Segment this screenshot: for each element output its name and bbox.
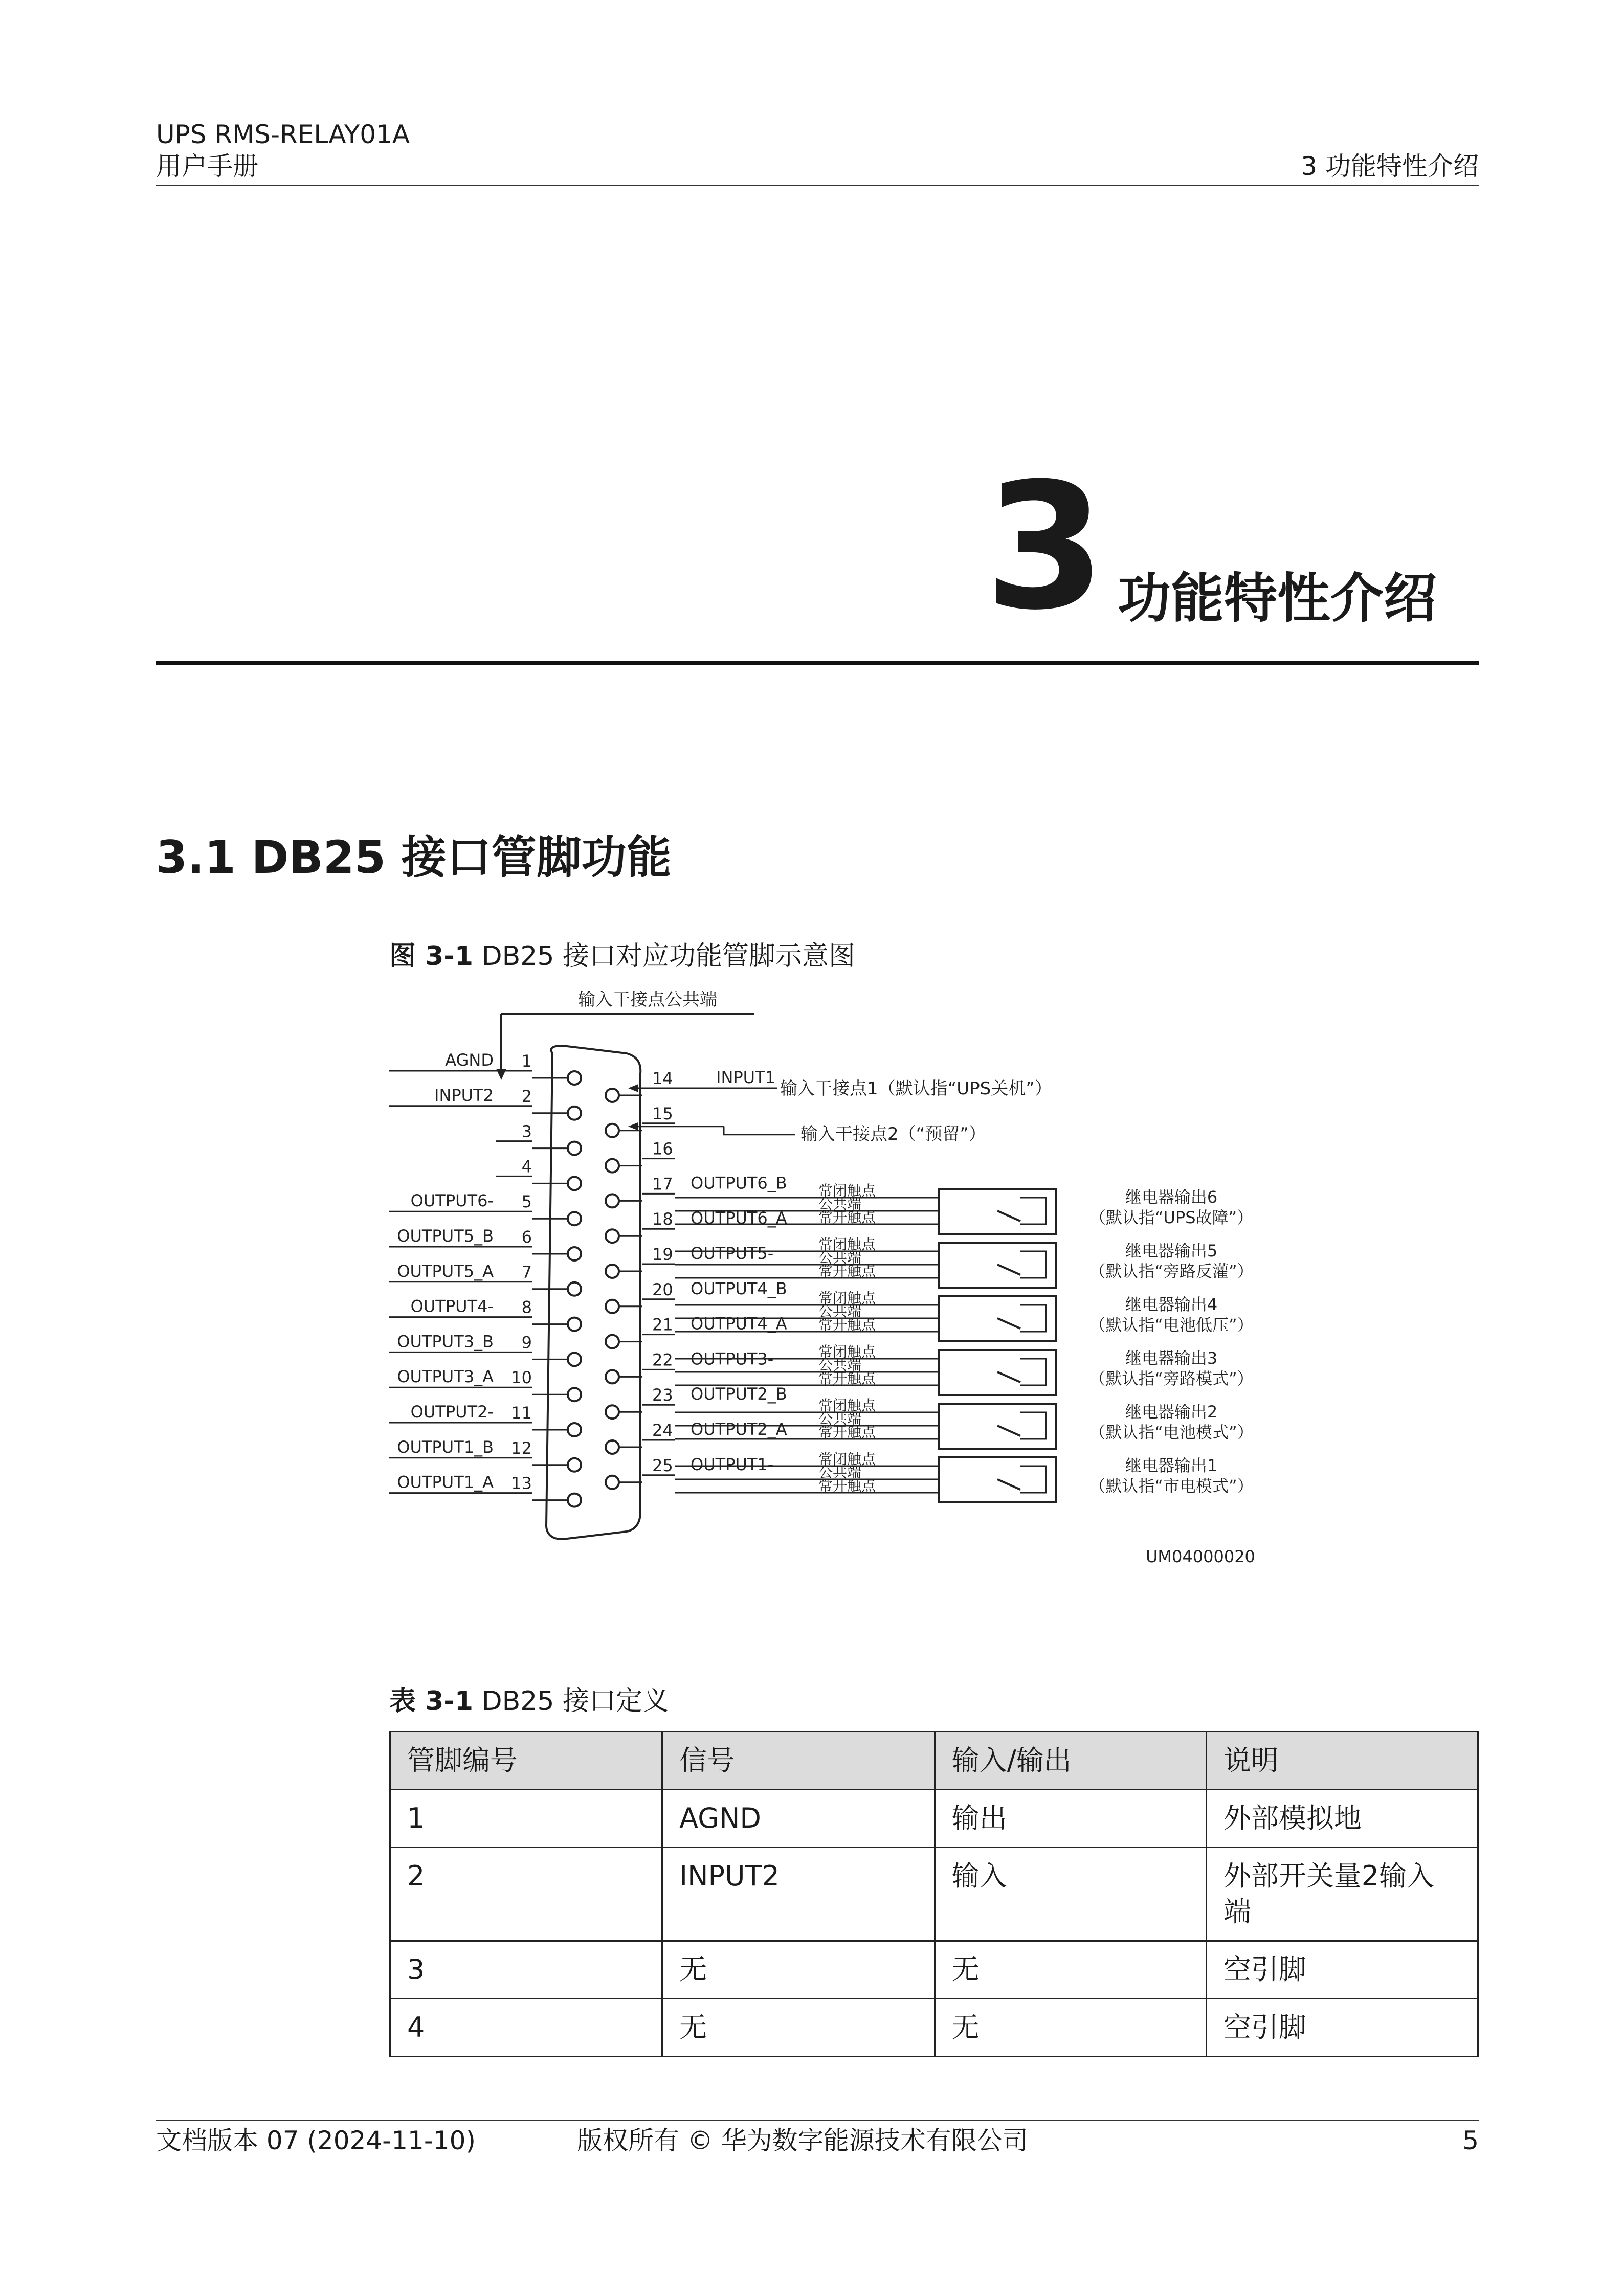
pin-circle (568, 1494, 581, 1507)
table-row (390, 1999, 1478, 2057)
contact-label: 常闭触点 (818, 1236, 876, 1253)
header-cell: 管脚编号 (390, 1732, 662, 1790)
contact-label: 常开触点 (818, 1370, 876, 1387)
relay-switch (997, 1479, 1020, 1490)
pin-label: OUTPUT1_A (397, 1472, 494, 1492)
contact-label: 公共端 (818, 1410, 862, 1427)
table-cell: 输入 (935, 1848, 1206, 1941)
pin-circle (606, 1405, 619, 1419)
contact-label: 常闭触点 (818, 1182, 876, 1199)
table-row (390, 1790, 1478, 1848)
contact-label: 常开触点 (818, 1209, 876, 1226)
pin-number: 23 (652, 1385, 673, 1405)
relay-switch (997, 1426, 1020, 1436)
contact-label: 常开触点 (818, 1263, 876, 1279)
pin-circle (568, 1282, 581, 1296)
pin-label: OUTPUT6- (410, 1191, 494, 1211)
pin-circle (606, 1335, 619, 1348)
table-row (390, 1941, 1478, 1999)
relay-coil (1020, 1359, 1046, 1385)
contact-label: 常闭触点 (818, 1290, 876, 1307)
table-cell: AGND (662, 1790, 935, 1848)
relay-switch (997, 1318, 1020, 1329)
pin-number: 9 (521, 1333, 532, 1353)
table-label: 表 3-1 (389, 1686, 474, 1717)
pin-label: OUTPUT5_B (397, 1226, 494, 1246)
footer-rule (156, 2120, 1479, 2121)
input2-arrow (628, 1122, 638, 1131)
pin-circle (606, 1300, 619, 1313)
pin-circle (606, 1440, 619, 1454)
contact-label: 公共端 (818, 1249, 862, 1266)
contact-label: 公共端 (818, 1196, 862, 1212)
relay-coil (1020, 1198, 1046, 1224)
contact-label: 常闭触点 (818, 1397, 876, 1414)
relay-switch (997, 1372, 1020, 1382)
table-cell: 空引脚 (1206, 1941, 1478, 1999)
input-common-label: 输入干接点公共端 (578, 989, 717, 1010)
pin-number: 15 (652, 1104, 673, 1123)
pin-circle (568, 1353, 581, 1366)
pin-number: 16 (652, 1139, 673, 1159)
relay-coil (1020, 1305, 1046, 1332)
pin-number: 1 (521, 1051, 532, 1071)
pin-circle (606, 1265, 619, 1278)
pin-number: 5 (521, 1192, 532, 1212)
pin-label: INPUT1 (716, 1068, 775, 1087)
pin-number: 22 (652, 1350, 673, 1370)
pin-circle (568, 1388, 581, 1401)
pin-circle (606, 1159, 619, 1173)
pin-circle (606, 1124, 619, 1137)
relay-name: 继电器输出3 (1125, 1348, 1218, 1368)
footer-copyright: 版权所有 © 华为数字能源技术有限公司 (577, 2126, 1028, 2155)
relay-name: 继电器输出4 (1125, 1295, 1218, 1314)
pin-label: OUTPUT2_B (691, 1384, 787, 1404)
contact-label: 常闭触点 (818, 1343, 876, 1360)
pin-number: 17 (652, 1174, 673, 1194)
pin-label: OUTPUT4_B (691, 1278, 787, 1298)
relay-default: （默认指“旁路反灌”） (1089, 1262, 1254, 1281)
table-cell: 无 (935, 1999, 1206, 2057)
chapter-title: 功能特性介绍 (1118, 567, 1437, 629)
contact-label: 常开触点 (818, 1424, 876, 1440)
input2-note: 输入干接点2（“预留”） (800, 1123, 986, 1144)
table-cell: 无 (662, 1941, 935, 1999)
pin-label: OUTPUT3_B (397, 1332, 494, 1352)
table-cell: 3 (390, 1941, 662, 1999)
contact-label: 公共端 (818, 1357, 862, 1374)
footer-version: 文档版本 07 (2024-11-10) (156, 2126, 476, 2155)
pin-number: 2 (521, 1086, 532, 1106)
input-common-wire (501, 1014, 754, 1074)
table-cell: 无 (935, 1941, 1206, 1999)
pin-number: 10 (511, 1368, 532, 1388)
pin-circle (568, 1247, 581, 1260)
table-header-row (390, 1732, 1478, 1790)
input2-wire (724, 1127, 795, 1135)
footer-page-number: 5 (1462, 2126, 1479, 2155)
table-cell: 输出 (935, 1790, 1206, 1848)
pin-number: 12 (511, 1438, 532, 1458)
pin-circle (606, 1089, 619, 1102)
table-cell: 2 (390, 1848, 662, 1941)
relay-name: 继电器输出1 (1125, 1456, 1218, 1475)
section-title: 3.1 DB25 接口管脚功能 (156, 831, 672, 884)
table-caption-text: DB25 接口定义 (481, 1686, 670, 1717)
table-cell: INPUT2 (662, 1848, 935, 1941)
pin-circle (568, 1318, 581, 1331)
pin-number: 7 (521, 1262, 532, 1282)
pin-label: OUTPUT1- (691, 1454, 774, 1474)
pin-circle (568, 1212, 581, 1225)
header-cell: 说明 (1206, 1732, 1478, 1790)
pin-number: 25 (652, 1455, 673, 1475)
table-cell: 空引脚 (1206, 1999, 1478, 2057)
pin-label: OUTPUT4- (410, 1296, 494, 1316)
relay-coil (1020, 1251, 1046, 1278)
pin-number: 11 (511, 1403, 532, 1423)
table-caption (389, 1685, 669, 1718)
table-row (390, 1848, 1478, 1941)
table-cell: 外部模拟地 (1206, 1790, 1478, 1848)
relay-coil (1020, 1466, 1046, 1493)
pin-label: OUTPUT5_A (397, 1261, 494, 1281)
relay-name: 继电器输出2 (1125, 1402, 1218, 1422)
pin-number: 4 (521, 1157, 532, 1177)
contact-label: 常开触点 (818, 1316, 876, 1333)
pin-label: OUTPUT2- (410, 1402, 494, 1422)
relay-name: 继电器输出5 (1125, 1241, 1218, 1260)
pin-circle (568, 1142, 581, 1155)
pin-label: OUTPUT4_A (691, 1314, 787, 1334)
pin-circle (568, 1423, 581, 1436)
header-doc-type: 用户手册 (156, 151, 258, 181)
relay-default: （默认指“旁路模式”） (1089, 1369, 1254, 1388)
pin-label: OUTPUT2_A (691, 1420, 787, 1439)
header-product: UPS RMS-RELAY01A (156, 120, 410, 149)
pin-number: 21 (652, 1315, 673, 1335)
pin-number: 3 (521, 1121, 532, 1141)
pin-circle (568, 1107, 581, 1120)
table-cell: 外部开关量2输入端 (1206, 1848, 1478, 1941)
pin-label: OUTPUT1_B (397, 1437, 494, 1457)
contact-label: 常闭触点 (818, 1451, 876, 1468)
pin-number: 18 (652, 1209, 673, 1229)
relay-name: 继电器输出6 (1125, 1187, 1218, 1207)
pin-circle (568, 1177, 581, 1190)
pin-circle (606, 1476, 619, 1489)
header-cell: 信号 (662, 1732, 935, 1790)
pin-label: AGND (445, 1050, 494, 1070)
figure-label: 图 3-1 (389, 941, 474, 972)
table-cell: 4 (390, 1999, 662, 2057)
contact-label: 公共端 (818, 1464, 862, 1481)
pin-label: OUTPUT5- (691, 1244, 774, 1263)
header-chapter-ref: 3 功能特性介绍 (1301, 151, 1479, 181)
pin-number: 14 (652, 1069, 673, 1088)
contact-label: 常开触点 (818, 1477, 876, 1494)
header-cell: 输入/输出 (935, 1732, 1206, 1790)
pin-circle (606, 1370, 619, 1383)
pin-number: 24 (652, 1421, 673, 1440)
table-cell: 无 (662, 1999, 935, 2057)
pin-label: OUTPUT6_B (691, 1173, 787, 1193)
pin-label: OUTPUT6_A (691, 1208, 787, 1228)
relay-coil (1020, 1412, 1046, 1439)
contact-label: 公共端 (818, 1303, 862, 1320)
pin-circle (606, 1229, 619, 1243)
pin-circle (568, 1071, 581, 1085)
pin-label: OUTPUT3_A (397, 1367, 494, 1387)
relay-default: （默认指“UPS故障”） (1089, 1208, 1254, 1227)
relay-default: （默认指“电池低压”） (1089, 1315, 1254, 1335)
input1-arrow (628, 1084, 638, 1092)
chapter-number: 3 (985, 446, 1103, 648)
pin-number: 20 (652, 1279, 673, 1299)
db25-definition-table (389, 1731, 1479, 2057)
pin-circle (568, 1458, 581, 1472)
pin-circle (606, 1194, 619, 1207)
pin-label: OUTPUT3- (691, 1349, 774, 1369)
pin-number: 13 (511, 1473, 532, 1493)
relay-switch (997, 1265, 1020, 1275)
table-cell: 1 (390, 1790, 662, 1848)
input1-note: 输入干接点1（默认指“UPS关机”） (780, 1078, 1052, 1099)
relay-default: （默认指“电池模式”） (1089, 1423, 1254, 1442)
figure-id-code: UM04000020 (1146, 1547, 1255, 1566)
relay-default: （默认指“市电模式”） (1089, 1476, 1254, 1496)
pin-number: 8 (521, 1297, 532, 1317)
pin-number: 19 (652, 1245, 673, 1264)
pin-label: INPUT2 (434, 1085, 494, 1105)
figure-caption-text: DB25 接口对应功能管脚示意图 (481, 941, 856, 972)
pin-number: 6 (521, 1227, 532, 1247)
relay-switch (997, 1211, 1020, 1221)
